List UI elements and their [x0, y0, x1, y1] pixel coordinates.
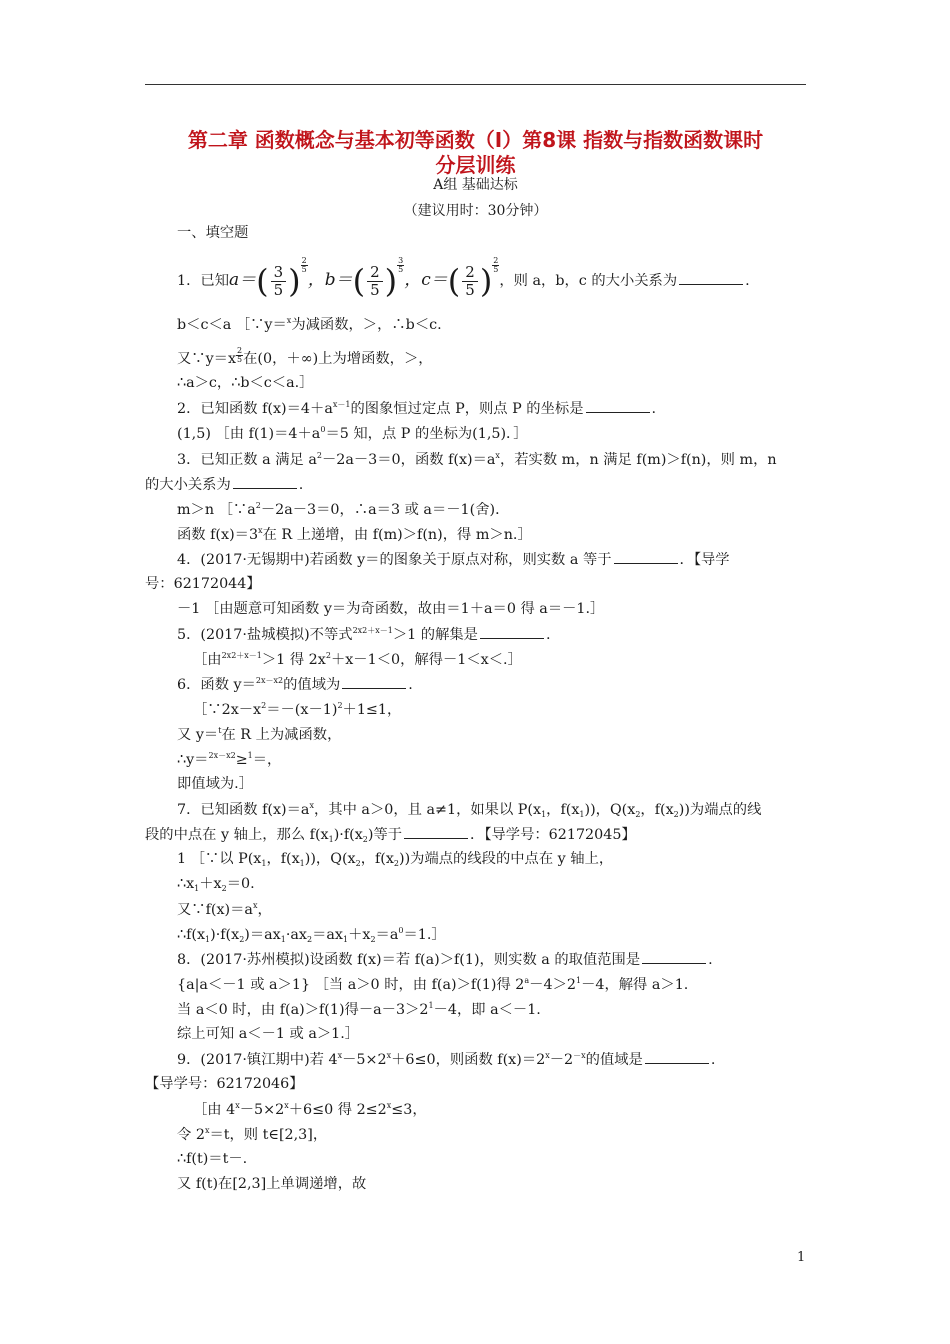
question-9-line1: 9．(2017·镇江期中)若 $4^x-5\times 2^x+6\le 0$，则函数 $f(x)=2^x-2^{-x}$的值域是 . — [177, 1051, 716, 1068]
answer-9-line1: ［由 $4^x-5\times 2^x+6\le 0$ 得 $2\le 2^x\le 3$， — [193, 1101, 427, 1118]
page-number: 1 — [797, 1250, 806, 1265]
answer-2: (1,5) ［由 $f(1)=4+a^0=5$ 知，点 P 的坐标为(1,5)．］ — [177, 425, 528, 442]
group-label: A组 基础达标 — [433, 177, 518, 193]
answer-7-line1: 1 ［∵以 $P(x_1$，$f(x_1)$)，$Q(x_2$，$f(x_2)$)为端点的线段的中点在 y 轴上， — [177, 851, 614, 868]
question-1: 1．已知a＝( $\frac{3}{5}$ ) $\frac{2}{5}$ ，b＝( $\frac{2}{5}$ ) $\frac{3}{5}$ ，c＝( $\frac{2}{5}$ ) $\frac{2}{5}$ ，则 a，b，c 的大小关系为 . — [177, 256, 750, 300]
answer-7-line3: 又$\because f(x)=a^x$， — [177, 901, 272, 918]
header-rule — [145, 84, 806, 85]
answer-7-line2: $\therefore x_1+x_2=0$. — [177, 876, 255, 893]
answer-6-line4: 即值域为.］ — [177, 776, 254, 792]
chapter-title-line1: 第二章 函数概念与基本初等函数（Ⅰ）第8课 指数与指数函数课时 — [187, 128, 764, 152]
answer-3-line1: m＞n $[\because a^2-2a-3=0$，∴a＝3 或 a＝－1(舍)． — [177, 501, 510, 518]
answer-4: －1 ［由题意可知函数 y＝为奇函数，故由＝1＋a＝0 得 a＝－1.］ — [177, 601, 605, 617]
answer-8-line1: {a|a＜－1 或 a＞1} ［当 a＞0 时，由 f(a)＞f(1)得 $2^a-4>2^1-4$，解得 a＞1. — [177, 976, 689, 993]
question-4-line2: 号：62172044】 — [145, 576, 261, 592]
answer-6-line1: $[\because 2x-x^2=-(x-1)^2+1\le 1$， — [193, 701, 402, 718]
question-5: 5．(2017·盐城模拟)不等式$^{2x2+x-1}$＞1 的解集是 . — [177, 626, 551, 643]
answer-9-line4: 又 f(t)在[2,3]上单调递增，故 — [177, 1176, 367, 1192]
answer-8-line2: 当 a＜0 时，由 f(a)＞f(1)得$-a-3>2^1-4$，即 a＜－1. — [177, 1001, 541, 1018]
chapter-title-line2: 分层训练 — [435, 153, 516, 177]
answer-3-line2: 函数 $f(x)=3^x$在 R 上递增，由 f(m)＞f(n)，得 m＞n.］ — [177, 526, 532, 543]
time-hint: （建议用时：30分钟） — [403, 203, 548, 219]
section-heading: 一、填空题 — [177, 225, 249, 241]
answer-7-line4: $\therefore f(x_1)\cdot f(x_2)=ax_1\cdot ax_2=ax_1+x_2=a^0=1.]$ — [177, 926, 446, 944]
question-7-line1: 7．已知函数 $f(x)=a^x$，其中 a＞0，且 a≠1，如果以 $P(x_1$，$f(x_1)$)，$Q(x_2$，$f(x_2)$)为端点的线 — [177, 801, 762, 819]
question-7-line2: 段的中点在 y 轴上，那么 $f(x_1)\cdot f(x_2)$等于 ．【导学号：62172045】 — [145, 827, 636, 844]
answer-6-line3: ∴y＝$^{2x-x2}$≥$^1$＝， — [177, 751, 282, 768]
answer-blank — [679, 272, 743, 285]
question-4-line1: 4．(2017·无锡期中)若函数 y＝的图象关于原点对称，则实数 a 等于 ．【导学 — [177, 552, 730, 568]
question-3-line1: 3．已知正数 a 满足 $a^2-2a-3=0$，函数 $f(x)=a^x$，若实数 m，n 满足 f(m)＞f(n)，则 m，n — [177, 451, 777, 468]
question-8: 8．(2017·苏州模拟)设函数 f(x)＝若 f(a)＞f(1)，则实数 a 的取值范围是 . — [177, 952, 713, 968]
question-9-line2: 【导学号：62172046】 — [145, 1076, 304, 1092]
answer-1-line2: 又∵y＝x $\frac{2}{5}$ 在(0，＋∞)上为增函数，＞， — [177, 346, 433, 367]
question-3-line2: 的大小关系为 . — [145, 477, 304, 493]
answer-1-line3: ∴a＞c，∴b＜c＜a.］ — [177, 375, 314, 391]
question-6: 6．函数 y＝$^{2x-x2}$的值域为 . — [177, 676, 413, 693]
answer-8-line3: 综上可知 a＜－1 或 a＞1.］ — [177, 1026, 360, 1042]
question-2: 2．已知函数 $f(x)=4+a^{x-1}$的图象恒过定点 P，则点 P 的坐标是 . — [177, 400, 657, 417]
answer-1-line1: b＜c＜a ［∵y＝$^x$为减函数，＞，∴b＜c. — [177, 316, 442, 333]
answer-9-line3: ∴f(t)＝t－. — [177, 1151, 248, 1167]
answer-5: ［由$^{2x2+x-1}$＞1 得 $2x^2+x-1<0$，解得－1＜x＜.］ — [193, 651, 522, 668]
answer-6-line2: 又 y＝$^t$在 R 上为减函数， — [177, 726, 342, 743]
answer-9-line2: 令 $2^x=t$，则 t∈[2,3]， — [177, 1126, 328, 1143]
